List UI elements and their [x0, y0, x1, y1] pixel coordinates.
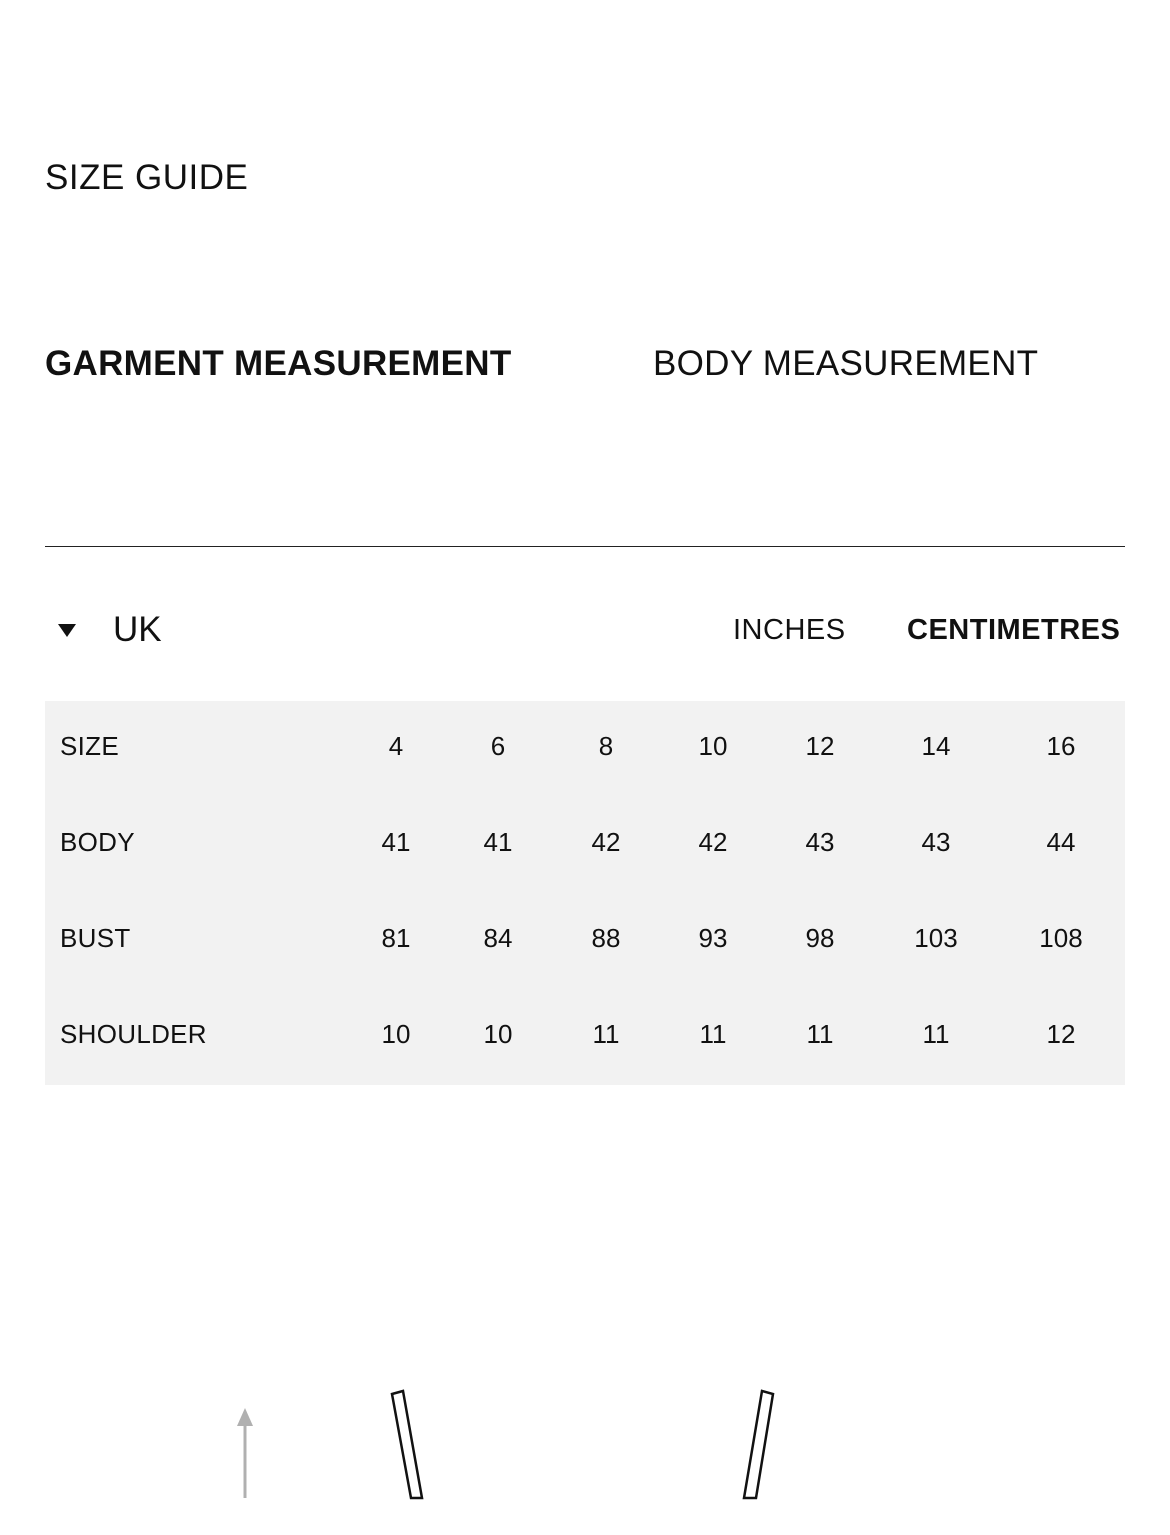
- divider: [45, 546, 1125, 547]
- unit-inches-toggle[interactable]: INCHES: [733, 614, 846, 646]
- table-cell: 11: [806, 1019, 834, 1049]
- unit-centimetres-toggle[interactable]: CENTIMETRES: [907, 614, 1121, 646]
- right-strap-icon: [744, 1391, 773, 1498]
- garment-illustration: [0, 1370, 1170, 1535]
- table-cell: 81: [381, 923, 411, 953]
- table-cell: 93: [698, 923, 728, 953]
- size-table: [45, 701, 1125, 1085]
- table-cell: 14: [921, 731, 951, 761]
- table-cell: 44: [1046, 827, 1076, 857]
- table-cell: 11: [922, 1019, 950, 1049]
- tab-body-measurement[interactable]: BODY MEASUREMENT: [653, 344, 1039, 383]
- table-cell: 11: [699, 1019, 727, 1049]
- table-cell: 103: [914, 923, 958, 953]
- table-cell: 42: [591, 827, 621, 857]
- tab-garment-measurement[interactable]: GARMENT MEASUREMENT: [45, 344, 512, 383]
- caret-down-icon: [58, 624, 76, 637]
- table-cell: 84: [483, 923, 513, 953]
- row-label: SHOULDER: [60, 1019, 207, 1049]
- region-selector[interactable]: [58, 610, 162, 650]
- row-label: BUST: [60, 923, 131, 953]
- table-cell: 108: [1039, 923, 1083, 953]
- table-row: [45, 797, 1125, 893]
- table-cell: 12: [805, 731, 835, 761]
- table-row: [45, 701, 1125, 797]
- table-cell: 98: [805, 923, 835, 953]
- table-cell: 12: [1046, 1019, 1076, 1049]
- table-cell: 4: [388, 731, 404, 761]
- table-cell: 43: [805, 827, 835, 857]
- table-cell: 11: [592, 1019, 620, 1049]
- table-cell: 10: [381, 1019, 411, 1049]
- table-cell: 8: [598, 731, 614, 761]
- table-cell: 42: [698, 827, 728, 857]
- page-title: SIZE GUIDE: [45, 158, 249, 197]
- table-cell: 10: [698, 731, 728, 761]
- region-label: UK: [113, 610, 162, 649]
- table-row: [45, 989, 1125, 1085]
- table-cell: 43: [921, 827, 951, 857]
- table-cell: 6: [490, 731, 506, 761]
- table-cell: 16: [1046, 731, 1076, 761]
- row-label: SIZE: [60, 731, 119, 761]
- arrow-up-icon: [237, 1408, 253, 1498]
- table-cell: 41: [381, 827, 411, 857]
- table-cell: 10: [483, 1019, 513, 1049]
- table-cell: 88: [591, 923, 621, 953]
- table-cell: 41: [483, 827, 513, 857]
- table-row: [45, 893, 1125, 989]
- left-strap-icon: [392, 1391, 422, 1498]
- row-label: BODY: [60, 827, 135, 857]
